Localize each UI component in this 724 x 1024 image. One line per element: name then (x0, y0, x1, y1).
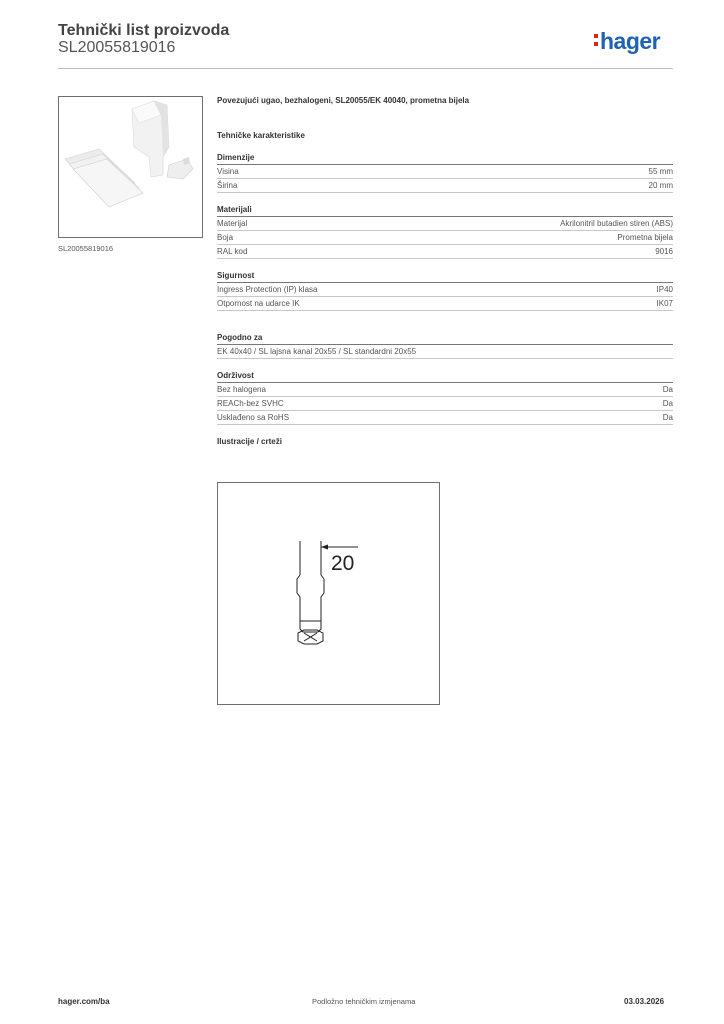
footer-note: Podložno tehničkim izmjenama (312, 997, 416, 1006)
row-value: Da (662, 399, 673, 408)
row-label: REACh-bez SVHC (217, 399, 284, 408)
row-value: 55 mm (648, 167, 673, 176)
footer-website-link[interactable]: hager.com/ba (58, 997, 110, 1006)
page-title: Tehnički list proizvoda (58, 22, 230, 39)
row-label: Usklađeno sa RoHS (217, 413, 290, 422)
row-value: Da (662, 413, 673, 422)
row-label: Materijal (217, 219, 248, 228)
row-value: Akrilonitril butadien stiren (ABS) (560, 219, 673, 228)
table-row (217, 397, 673, 411)
table-row (217, 283, 673, 297)
product-photo-icon (59, 97, 203, 238)
hager-logo[interactable] (594, 28, 660, 55)
table-row (217, 245, 673, 259)
product-code: SL20055819016 (58, 39, 176, 56)
table-row (217, 297, 673, 311)
dimension-drawing-icon (218, 483, 439, 704)
section-heading: Pogodno za (217, 333, 673, 345)
table-row (217, 231, 673, 245)
header-divider (58, 68, 673, 69)
row-label: RAL kod (217, 247, 248, 256)
row-value: IK07 (656, 299, 673, 308)
row-label: Bez halogena (217, 385, 266, 394)
illustrations-heading: Ilustracije / crteži (217, 437, 282, 446)
row-label: Otpornost na udarce IK (217, 299, 300, 308)
characteristics-panel (217, 96, 673, 446)
row-label: Visina (217, 167, 239, 176)
table-row (217, 217, 673, 231)
dimension-label: 20 (331, 552, 355, 575)
logo-dots-icon (594, 34, 598, 50)
section-dimenzije (217, 153, 673, 193)
section-materijali (217, 205, 673, 259)
table-row (217, 165, 673, 179)
row-value: 20 mm (648, 181, 673, 190)
row-label: Širina (217, 181, 238, 190)
section-heading: Održivost (217, 371, 673, 383)
row-label: EK 40x40 / SL lajsna kanal 20x55 / SL standardni 20x55 (217, 347, 417, 356)
section-odrzivost (217, 371, 673, 425)
photo-caption: SL20055819016 (58, 244, 114, 253)
logo-text: hager (600, 28, 661, 54)
section-sigurnost (217, 271, 673, 311)
section-heading: Dimenzije (217, 153, 673, 165)
characteristics-heading: Tehničke karakteristike (217, 131, 305, 140)
table-row (217, 411, 673, 425)
table-row (217, 345, 673, 359)
table-row (217, 383, 673, 397)
technical-drawing (217, 482, 440, 705)
row-value: 9016 (655, 247, 673, 256)
product-title: Povezujući ugao, bezhalogeni, SL20055/EK 40040, prometna bijela (217, 96, 470, 105)
row-label: Ingress Protection (IP) klasa (217, 285, 318, 294)
row-value: Da (662, 385, 673, 394)
product-photo (58, 96, 203, 238)
row-value: Prometna bijela (617, 233, 673, 242)
section-heading: Materijali (217, 205, 673, 217)
footer-date: 03.03.2026 (624, 997, 665, 1006)
row-label: Boja (217, 233, 234, 242)
section-pogodno-za (217, 333, 673, 359)
row-value: IP40 (656, 285, 673, 294)
table-row (217, 179, 673, 193)
section-heading: Sigurnost (217, 271, 673, 283)
